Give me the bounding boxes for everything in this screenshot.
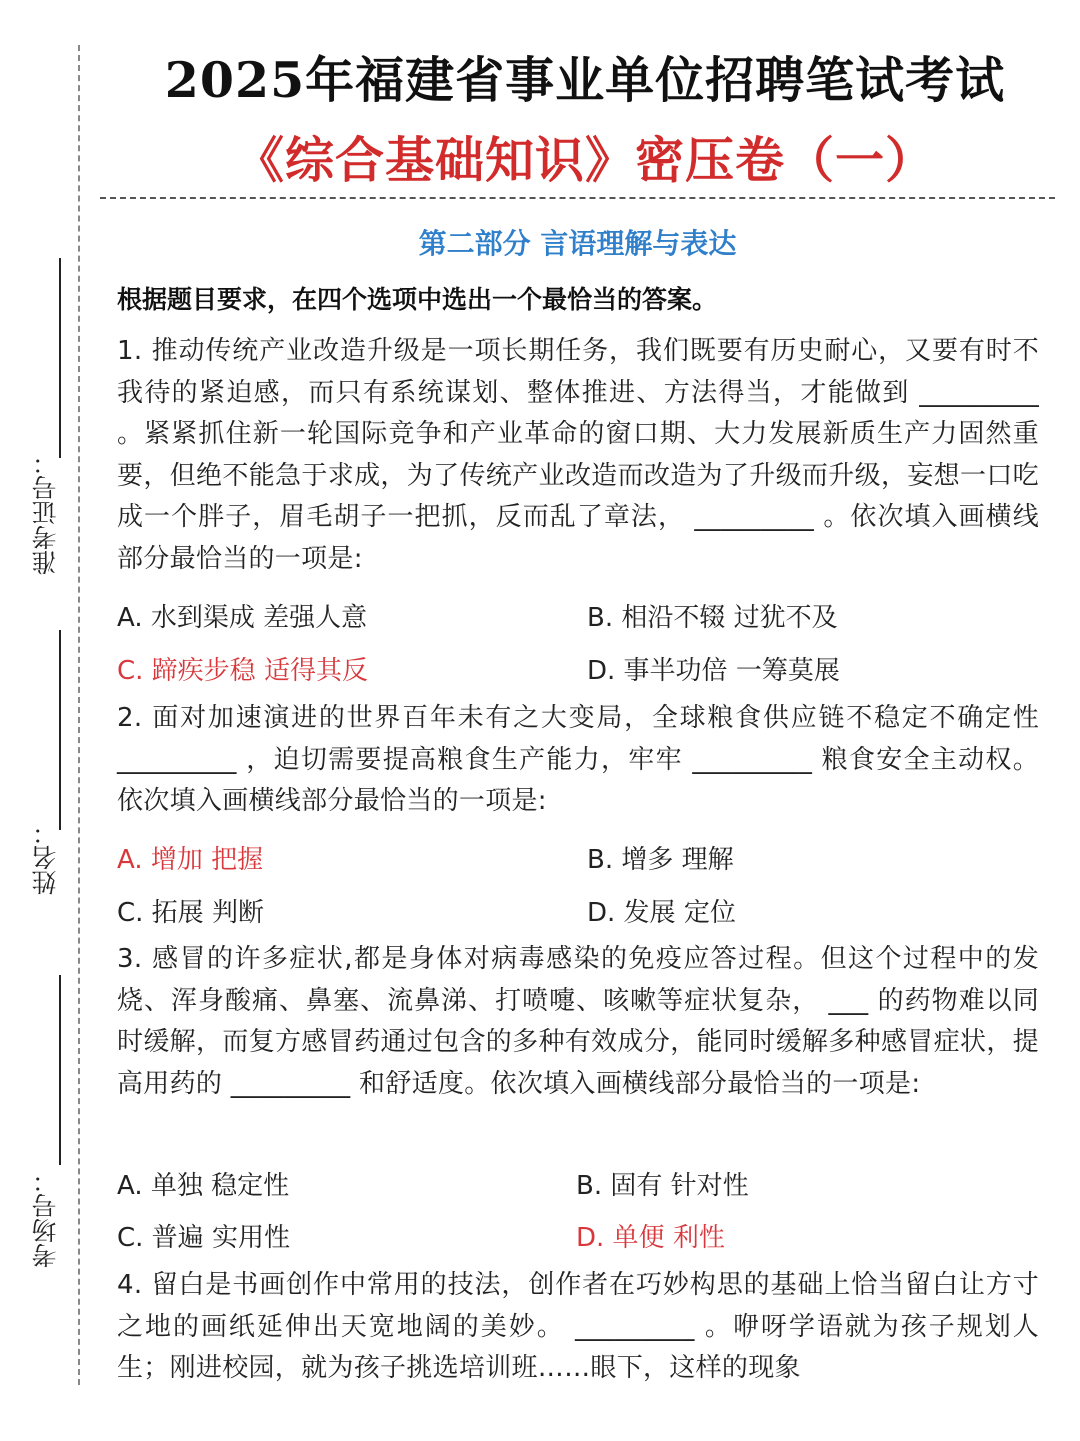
- ticket-number-label: 准考证号：: [31, 450, 60, 575]
- room-number-line: [59, 975, 61, 1165]
- paper-title: 《综合基础知识》密压卷（一）: [234, 131, 935, 189]
- q2-option-a[interactable]: A. 增加 把握: [117, 845, 264, 875]
- question-1-stem: 1. 推动传统产业改造升级是一项长期任务，我们既要有历史耐心，又要有时不我待的紧迫感，而只有系统谋划、整体推进、方法得当，才能做到 _________ 。紧紧抓住新一轮国际竞争和产业革命的窗口期、大力发展新质生产力固然重要，但绝不能急于求成，为了传统产业改造而改造为了升级而升级，妄想一口吃成一个胖子，眉毛胡子一把抓，反而乱了章法， _________ 。依次填入画横线部分最恰当的一项是:: [117, 336, 1039, 574]
- section-title: 第二部分 言语理解与表达: [418, 227, 737, 260]
- binding-dashed-line: [78, 45, 80, 1385]
- q2-option-d[interactable]: D. 发展 定位: [587, 898, 736, 928]
- q3-option-b[interactable]: B. 固有 针对性: [576, 1171, 749, 1201]
- q1-option-a[interactable]: A. 水到渠成 差强人意: [117, 603, 368, 633]
- question-3-stem: 3. 感冒的许多症状,都是身体对病毒感染的免疫应答过程。但这个过程中的发烧、浑身酸痛、鼻塞、流鼻涕、打喷嚏、咳嗽等症状复杂， ___ 的药物难以同时缓解，而复方感冒药通过包含的多种有效成分，能同时缓解多种感冒症状，提高用药的 _________ 和舒适度。依次填入画横线部分最恰当的一项是:: [117, 944, 1039, 1099]
- question-4-stem: 4. 留白是书画创作中常用的技法，创作者在巧妙构思的基础上恰当留白让方寸之地的画纸延伸出天宽地阔的美妙。 _________ 。咿呀学语就为孩子规划人生；刚进校园，就为孩子挑选培训班……眼下，这样的现象: [117, 1270, 1039, 1383]
- q3-option-a[interactable]: A. 单独 稳定性: [117, 1171, 290, 1201]
- question-2-stem: 2. 面对加速演进的世界百年未有之大变局，全球粮食供应链不稳定不确定性 _________ ，迫切需要提高粮食生产能力，牢牢 _________ 粮食安全主动权。依次填入画横线部分最恰当的一项是:: [117, 703, 1039, 816]
- ticket-number-line: [59, 258, 61, 458]
- instruction: 根据题目要求，在四个选项中选出一个最恰当的答案。: [117, 285, 718, 314]
- room-number-label: 考场号：: [31, 1168, 60, 1268]
- q1-option-b[interactable]: B. 相沿不辍 过犹不及: [587, 603, 838, 633]
- header-divider: [100, 197, 1055, 199]
- name-line: [59, 630, 61, 830]
- exam-title: 2025年福建省事业单位招聘笔试考试: [164, 51, 1006, 109]
- name-label: 姓名：: [31, 820, 60, 895]
- q3-option-c[interactable]: C. 普遍 实用性: [117, 1223, 290, 1253]
- q2-option-c[interactable]: C. 拓展 判断: [117, 898, 264, 928]
- q3-option-d[interactable]: D. 单便 利性: [576, 1223, 725, 1253]
- q1-option-c[interactable]: C. 蹄疾步稳 适得其反: [117, 656, 368, 686]
- q2-option-b[interactable]: B. 增多 理解: [587, 845, 734, 875]
- q1-option-d[interactable]: D. 事半功倍 一筹莫展: [587, 656, 840, 686]
